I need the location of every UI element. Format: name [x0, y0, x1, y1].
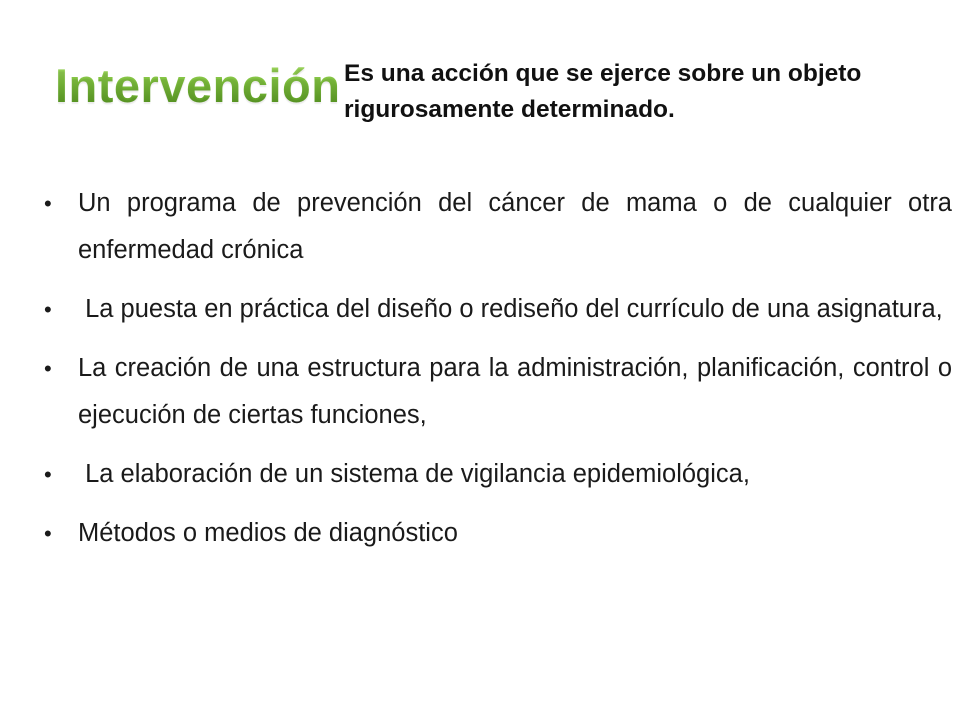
bullet-text: La elaboración de un sistema de vigilancia epidemiológica,	[78, 460, 750, 488]
bullet-list	[44, 180, 952, 569]
bullet-item	[44, 345, 952, 439]
bullet-dot-icon: •	[44, 462, 52, 487]
bullet-item	[44, 510, 952, 557]
bullet-text: La puesta en práctica del diseño o rediseño del currículo de una asignatura,	[78, 295, 943, 323]
bullet-dot-icon: •	[44, 356, 52, 381]
bullet-text: Métodos o medios de diagnóstico	[78, 519, 458, 547]
bullet-dot-icon: •	[44, 297, 52, 322]
bullet-item	[44, 180, 952, 274]
definition-text: Es una acción que se ejerce sobre un objeto rigurosamente determinado.	[344, 60, 862, 123]
bullet-dot-icon: •	[44, 521, 52, 546]
slide-title: Intervención	[55, 59, 341, 112]
bullet-dot-icon: •	[44, 191, 52, 216]
bullet-text: La creación de una estructura para la administración, planificación, control o ejecución de ciertas funciones,	[78, 354, 952, 429]
bullet-item	[44, 286, 952, 333]
bullet-item	[44, 451, 952, 498]
bullet-text: Un programa de prevención del cáncer de mama o de cualquier otra enfermedad crónica	[78, 189, 952, 264]
